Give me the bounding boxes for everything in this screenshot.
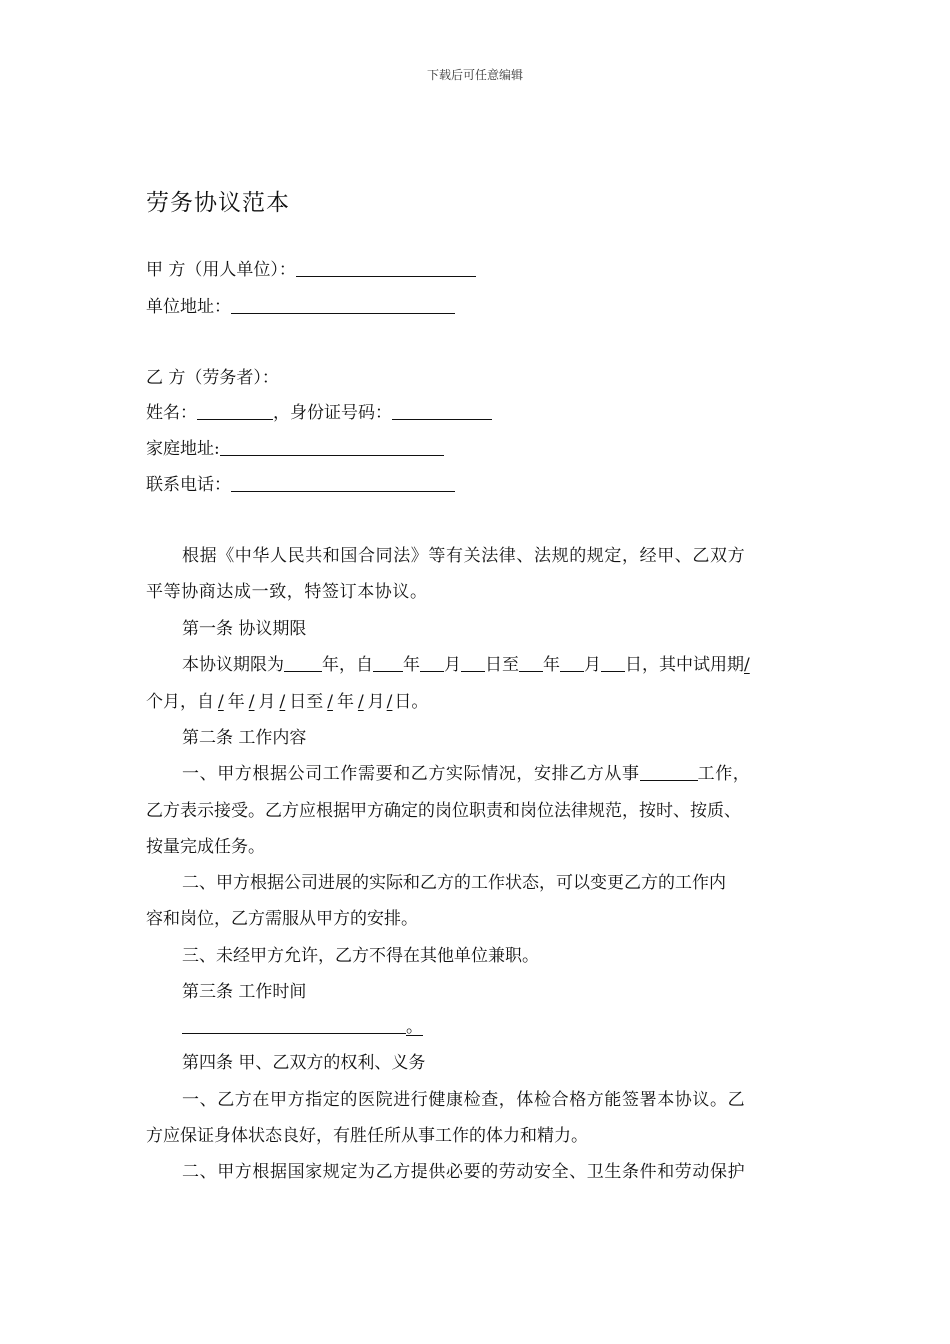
article-2-p3: 三、未经甲方允许，乙方不得在其他单位兼职。 [182,946,539,966]
party-b-label: 乙 方（劳务者）： [146,368,279,388]
article-1-heading: 第一条 协议期限 [182,619,307,639]
article-2-p1-line-2: 乙方表示接受。乙方应根据甲方确定的岗位职责和岗位法律规范，按时、按质、 [146,801,741,821]
party-a-name-field[interactable] [296,258,476,277]
intro-line-1: 根据《中华人民共和国合同法》等有关法律、法规的规定，经甲、乙双方 [182,546,746,566]
term-text: 年 [403,655,420,675]
article-3-heading: 第三条 工作时间 [182,982,307,1002]
term-text: 月 [444,655,461,675]
start-year-field[interactable] [373,653,403,672]
party-b-home-label: 家庭地址: [146,439,220,459]
article-2-p2-line-2: 容和岗位，乙方需服从甲方的安排。 [146,909,418,929]
probation-text: 日至 [289,692,324,712]
article-4-heading: 第四条 甲、乙双方的权利、义务 [182,1053,426,1073]
probation-text: 年 [336,692,354,712]
party-a-address-line [146,295,455,319]
probation-end-month[interactable]: / [357,692,364,712]
article-1-line-2 [146,690,428,714]
probation-months-value[interactable]: / [744,655,750,675]
term-text: 日至 [485,655,519,675]
party-a-address-label: 单位地址： [146,297,231,317]
party-b-name-field[interactable] [197,401,273,420]
probation-text: 个月，自 [146,692,214,712]
term-text: 本协议期限为 [182,655,284,675]
article-2-p1-line-1 [182,762,750,786]
term-text: 年 [543,655,560,675]
start-month-field[interactable] [420,653,444,672]
work-time-end-mark: 。 [406,1017,423,1037]
intro-line-2: 平等协商达成一致，特签订本协议。 [146,582,428,602]
term-years-field[interactable] [284,653,322,672]
party-a-line [146,258,476,282]
article-4-p1-line-2: 方应保证身体状态良好，有胜任所从事工作的体力和精力。 [146,1126,588,1146]
end-month-field[interactable] [560,653,584,672]
party-a-address-field[interactable] [231,295,455,314]
article-1-line-1 [182,653,750,677]
probation-start-day[interactable]: / [279,692,286,712]
party-b-id-label: ，身份证号码： [273,403,392,423]
article-4-p1-line-1: 一、乙方在甲方指定的医院进行健康检查，体检合格方能签署本协议。乙 [182,1090,746,1110]
party-b-phone-field[interactable] [231,473,455,492]
term-text: 月 [584,655,601,675]
probation-text: 年 [227,692,245,712]
article-4-p2-line-1: 二、甲方根据国家规定为乙方提供必要的劳动安全、卫生条件和劳动保护 [182,1162,746,1182]
article-3-blank-line [182,1015,427,1039]
probation-text: 月 [258,692,276,712]
header-note: 下载后可任意编辑 [426,68,523,82]
probation-start-month[interactable]: / [248,692,255,712]
term-text: 日，其中试用期 [625,655,744,675]
party-b-name-line [146,401,492,425]
end-year-field[interactable] [519,653,543,672]
probation-end-day[interactable]: / [386,692,393,712]
party-b-home-line [146,437,444,461]
party-b-phone-label: 联系电话： [146,475,231,495]
article-2-p1-line-3: 按量完成任务。 [146,837,265,857]
document-title: 劳务协议范本 [146,190,290,216]
start-day-field[interactable] [461,653,485,672]
probation-end-year[interactable]: / [327,692,333,712]
party-b-home-field[interactable] [220,437,444,456]
work-content-text: 一、甲方根据公司工作需要和乙方实际情况，安排乙方从事 [182,764,640,784]
party-a-label: 甲 方（用人单位）： [146,260,296,280]
work-content-text: 工作， [697,764,751,784]
probation-text: 月 [367,692,385,712]
work-time-field[interactable] [182,1015,406,1034]
term-text: 年，自 [322,655,373,675]
job-position-field[interactable] [640,762,698,781]
article-2-p2-line-1: 二、甲方根据公司进展的实际和乙方的工作状态，可以变更乙方的工作内 [182,873,726,893]
article-2-heading: 第二条 工作内容 [182,728,307,748]
probation-text: 日。 [394,692,429,712]
party-b-id-field[interactable] [392,401,492,420]
end-day-field[interactable] [601,653,625,672]
party-b-name-label: 姓名： [146,403,197,423]
probation-start-year[interactable]: / [218,692,224,712]
party-b-phone-line [146,473,455,497]
